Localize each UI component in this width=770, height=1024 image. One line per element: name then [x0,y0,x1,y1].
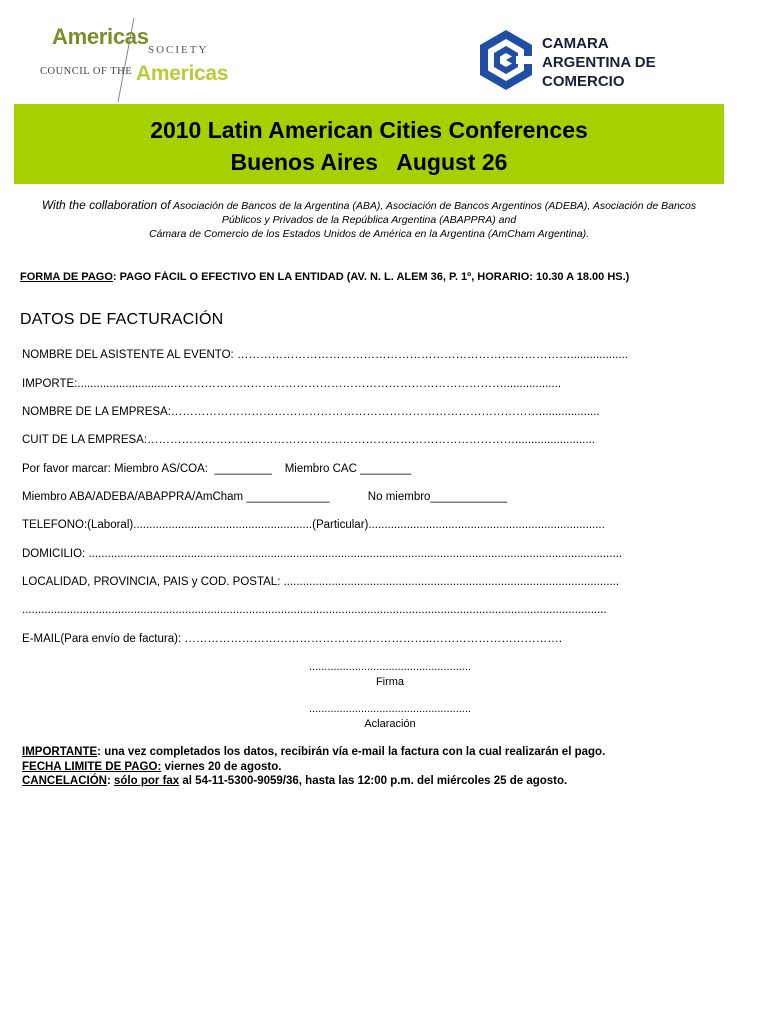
camara-line2: ARGENTINA DE [542,54,656,71]
field-phone[interactable]: TELEFONO:(Laboral)........................................................(Particular).......................................................................... [22,519,605,531]
signature-line[interactable]: ..................................................... [309,661,471,673]
camara-line1: CAMARA [542,35,609,52]
note-deadline-label: FECHA LIMITE DE PAGO: [22,760,162,773]
camara-hexagon-logo-icon [476,28,536,92]
note-cancel-text: al 54-11-5300-9059/36, hasta las 12:00 p.m. del miércoles 25 de agosto. [179,775,568,787]
note-cancel-fax: sólo por fax [114,775,180,787]
payment-method [20,271,732,283]
field-membership-2[interactable]: Miembro ABA/ADEBA/ABAPPRA/AmCham _____________ No miembro____________ [22,491,508,503]
field-amount[interactable]: IMPORTE:.............................…………………………………………………………………………….................. [22,378,562,390]
field-membership-1[interactable]: Por favor marcar: Miembro AS/COA: _________ Miembro CAC ________ [22,463,412,475]
field-company-name[interactable]: NOMBRE DE LA EMPRESA:……………………………………………………………………………………................... [22,406,600,418]
note-deadline [22,760,605,775]
notes-block [22,745,605,789]
note-cancel-label: CANCELACIÓN [22,775,107,787]
title-banner [14,104,724,184]
camara-logo [476,28,736,98]
note-importante-text: : una vez completados los datos, recibirán vía e-mail la factura con la cual realizarán el pago. [97,746,606,758]
logo-slash-icon [114,18,138,104]
signature-label: Firma [375,676,405,688]
collaboration-line1: Asociación de Bancos de la Argentina (ABA), Asociación de Bancos Argentinos (ADEBA), Asociación de Bancos [173,200,697,212]
banner-title: 2010 Latin American Cities Conferences [150,117,588,143]
logo-society: SOCIETY [148,44,209,56]
logo-council: COUNCIL OF THE [40,66,133,77]
clarification-line[interactable]: ..................................................... [309,703,471,715]
payment-text: : PAGO FÁCIL O EFECTIVO EN LA ENTIDAD (AV. N. L. ALEM 36, P. 1º, HORARIO: 10.30 A 18.00 HS.) [112,271,630,283]
field-email[interactable]: E-MAIL(Para envío de factura): ………………………………………………………..……………………………. [22,633,562,645]
clarification-label: Aclaración [364,718,416,730]
note-cancellation [22,774,605,789]
collaboration-lead: With the collaboration of [41,198,171,212]
collaboration-text [14,198,724,241]
collaboration-line2: Públicos y Privados de la República Argentina (ABAPPRA) and [221,214,517,226]
note-importante-label: IMPORTANTE [22,746,98,758]
field-attendee-name[interactable]: NOMBRE DEL ASISTENTE AL EVENTO: …………………………………………………………………………….................. [22,349,628,361]
field-company-cuit[interactable]: CUIT DE LA EMPRESA:……………………………………………………………………………………......................... [22,434,595,446]
americas-society-logo [36,18,236,104]
logo-americas-bottom: Americas [136,62,229,85]
field-extra-line[interactable]: ....................................................................................................................................................................................... [22,604,607,616]
field-address[interactable]: DOMICILIO: ....................................................................................................................................................................... [22,548,623,560]
note-importante [22,745,605,760]
collaboration-line3: Cámara de Comercio de los Estados Unidos de América en la Argentina (AmCham Argentina). [148,228,590,240]
note-cancel-mid: : [106,775,115,787]
payment-label: FORMA DE PAGO [20,271,113,283]
banner-subtitle: Buenos Aires August 26 [230,149,508,175]
logo-americas-top: Americas [52,24,149,49]
billing-section-title: DATOS DE FACTURACIÓN [20,311,224,328]
field-location[interactable]: LOCALIDAD, PROVINCIA, PAIS y COD. POSTAL: ......................................................................................................... [22,576,620,588]
note-deadline-text: viernes 20 de agosto. [161,760,282,773]
camara-line3: COMERCIO [542,73,625,90]
